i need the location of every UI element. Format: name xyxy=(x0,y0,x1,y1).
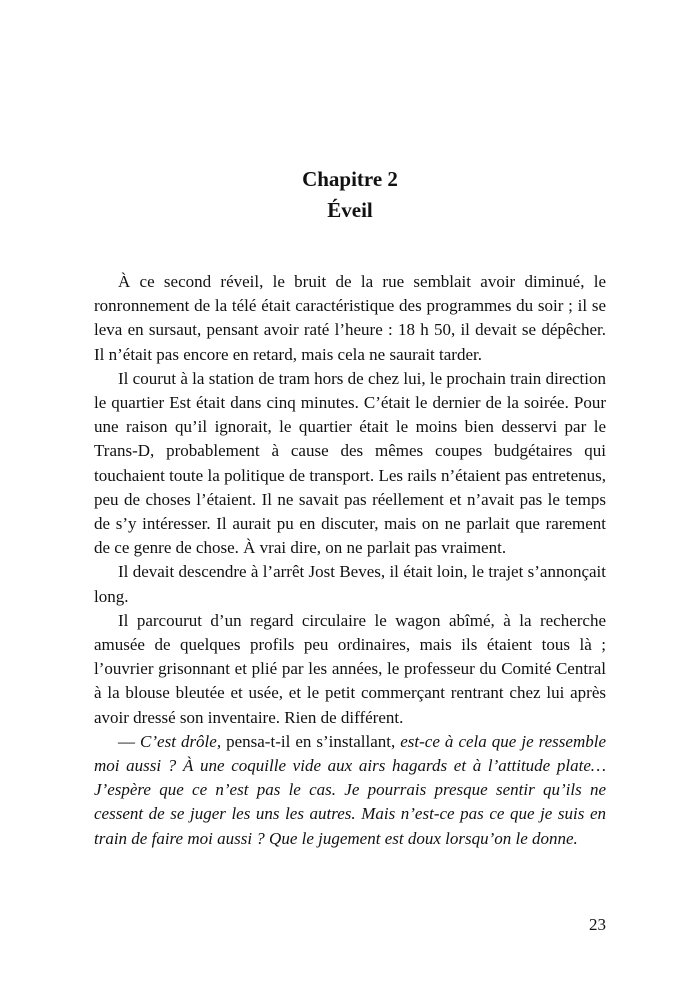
paragraph-4: Il parcourut d’un regard circulaire le wagon abîmé, à la recherche amusée de quelques profils peu ordinaires, mais ils étaient tous là ; l’ouvrier grisonnant et plié par les années, le professeur du Comité Central à la blouse bleutée et usée, et le petit commerçant rentrant chez lui après avoir dressé son inventaire. Rien de différent. xyxy=(94,610,606,727)
dialogue-dash: — xyxy=(118,731,141,751)
paragraph-1: À ce second réveil, le bruit de la rue semblait avoir diminué, le ronronnement de la télé était caractéristique des programmes du soir ; il se leva en sursaut, pensant avoir raté l’heure : 18 h 50, il devait se dépêcher. Il n’était pas encore en retard, mais cela ne saurait tarder. xyxy=(94,272,606,364)
book-page xyxy=(94,0,606,992)
dialogue-italic-2: est-ce à cela que je ressemble moi aussi ? À une coquille vide aux airs hagards et à l’attitude plate… J’espère que ce n’est pas le cas. Je pourrais presque sentir qu’ils ne cessent de se juger les uns les autres. Mais n’est-ce pas ce que je suis en train de faire moi aussi ? Que le jugement est doux lorsqu’on le donne. xyxy=(94,731,606,848)
paragraph-2: Il courut à la station de tram hors de chez lui, le prochain train direction le quartier Est était dans cinq minutes. C’était le dernier de la soirée. Pour une raison qu’il ignorait, le quartier était le moins bien desservi par le Trans-D, probablement à cause des mêmes coupes budgétaires qui touchaient toute la politique de transport. Les rails n’étaient pas entretenus, peu de choses l’étaient. Il ne savait pas réellement et n’avait pas le temps de s’y intéresser. Il aurait pu en discuter, mais on ne parlait que rarement de ce genre de chose. À vrai dire, on ne parlait pas vraiment. xyxy=(94,368,606,558)
dialogue-italic-1: C’est drôle, xyxy=(140,731,222,751)
chapter-body xyxy=(94,270,606,851)
dialogue-roman: pensa-t-il en s’installant, xyxy=(221,731,401,751)
page-number: 23 xyxy=(589,915,606,934)
chapter-number: Chapitre 2 xyxy=(302,167,398,191)
dialogue-paragraph xyxy=(94,730,606,851)
paragraph-3: Il devait descendre à l’arrêt Jost Beves, il était loin, le trajet s’annonçait long. xyxy=(94,562,606,606)
chapter-title: Éveil xyxy=(327,198,373,222)
chapter-heading xyxy=(94,164,606,226)
